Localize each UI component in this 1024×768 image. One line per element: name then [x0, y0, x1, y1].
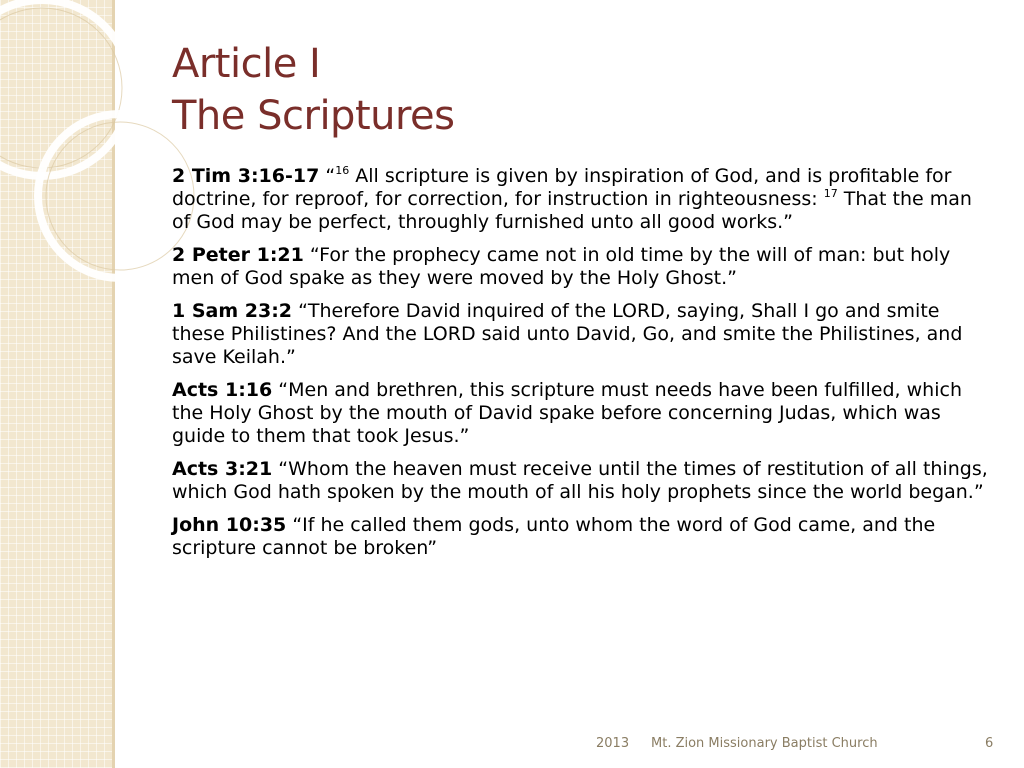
passage-acts-1: [172, 379, 992, 448]
passage-text: “For the prophecy came not in old time by the will of man: but holy men of God spake as they were moved by the Holy Ghost.”: [172, 244, 951, 289]
passage-reference: 2 Peter 1:21: [172, 244, 304, 266]
open-quote: “: [325, 165, 336, 187]
title-line-1: Article I: [172, 41, 321, 87]
footer-year: 2013: [596, 736, 630, 751]
passage-reference: John 10:35: [172, 514, 287, 536]
passage-reference: 1 Sam 23:2: [172, 300, 293, 322]
passage-reference: Acts 3:21: [172, 458, 273, 480]
footer-organization: Mt. Zion Missionary Baptist Church: [651, 736, 878, 751]
passage-text: “If he called them gods, unto whom the word of God came, and the scripture cannot be broken”: [172, 514, 936, 559]
verse-number: 17: [823, 187, 838, 200]
slide-title: [172, 38, 455, 142]
passage-john: [172, 514, 992, 560]
passage-acts-3: [172, 458, 992, 504]
passage-text: “Therefore David inquired of the LORD, saying, Shall I go and smite these Philistines? And the LORD said unto David, Go, and smite the Philistines, and save Keilah.”: [172, 300, 963, 368]
passage-reference: 2 Tim 3:16-17: [172, 165, 320, 187]
passage-1-sam: [172, 300, 992, 369]
passage-2-tim: [172, 165, 992, 234]
verse-number: 16: [335, 164, 350, 177]
upper-ring: [0, 0, 130, 176]
passage-text: All scripture is given by inspiration of God, and is profitable for doctrine, for reproof, for correction, for instruction in righteousness:: [172, 165, 952, 210]
title-line-2: The Scriptures: [172, 93, 455, 139]
footer-page-number: 6: [985, 736, 994, 751]
passage-2-peter: [172, 244, 992, 290]
passage-text: “Men and brethren, this scripture must needs have been fulfilled, which the Holy Ghost by the mouth of David spake before concerning Judas, which was guide to them that took Jesus.”: [172, 379, 962, 447]
scripture-list: [172, 165, 992, 570]
passage-text: “Whom the heaven must receive until the times of restitution of all things, which God hath spoken by the mouth of all his holy prophets since the world began.”: [172, 458, 988, 503]
passage-reference: Acts 1:16: [172, 379, 273, 401]
passage-text: That the man of God may be perfect, throughly furnished unto all good works.”: [172, 188, 972, 233]
